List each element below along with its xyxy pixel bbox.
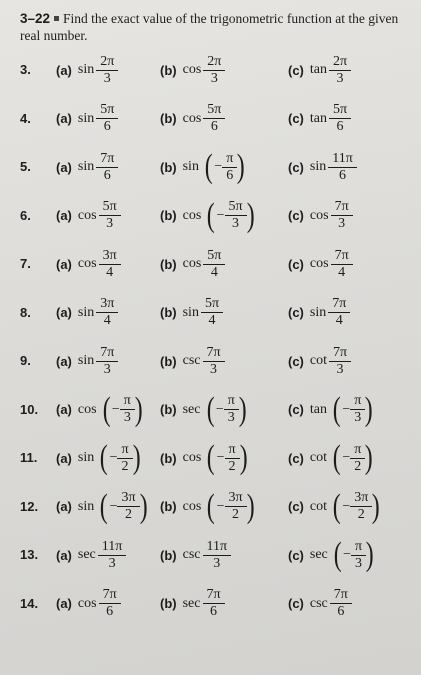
left-paren: ( [332,390,341,428]
right-paren: ) [365,536,374,573]
fraction [205,102,223,135]
function-name: sec [182,401,201,417]
problem-part [288,533,375,577]
fraction [98,345,116,378]
function-name: sin [77,159,95,174]
fraction [100,539,125,572]
fraction [224,151,235,184]
problem-row [20,48,420,92]
numerator: π [123,393,131,408]
part-label: (a) [56,402,72,417]
fraction [331,345,349,378]
denominator: 6 [99,603,121,620]
part-label: (b) [160,111,177,126]
left-paren: ( [206,390,215,428]
problem-part [56,242,119,286]
problem-row [20,242,420,286]
denominator: 3 [99,215,121,232]
function-name: cot [309,450,327,465]
fraction [205,54,223,87]
minus-sign: − [111,401,120,417]
problem-part [160,388,248,432]
part-label: (b) [160,547,177,563]
denominator: 6 [96,118,118,135]
problem-row [20,533,420,577]
denominator: 2 [225,458,240,475]
denominator: 3 [224,409,239,426]
fraction [227,442,238,475]
left-paren: ( [206,196,215,234]
left-paren: ( [333,536,342,573]
fraction [98,102,116,135]
numerator: 2π [100,53,115,69]
fraction [333,199,351,232]
minus-sign: − [343,547,352,562]
denominator: 2 [225,506,247,523]
problem-part [56,582,119,626]
numerator: 5π [100,102,115,117]
function-name: cot [309,498,327,514]
problem-part [160,145,247,189]
denominator: 2 [350,458,365,475]
function-name: sin [77,450,95,465]
part-label: (c) [288,547,304,563]
function-name: cos [182,62,202,77]
problem-part [288,582,350,626]
right-paren: ) [246,196,255,234]
part-label: (c) [288,256,304,272]
part-label: (a) [56,159,72,175]
minus-sign: − [342,498,351,514]
problem-part [56,388,144,432]
numerator: 5π [102,199,117,214]
part-label: (a) [56,256,72,272]
fraction [333,248,351,281]
minus-sign: − [215,401,224,417]
minus-sign: − [214,159,223,174]
part-label: (b) [160,256,177,272]
denominator: 6 [96,167,118,184]
problem-part [160,582,223,626]
function-name: cos [182,256,202,271]
function-name: sin [77,62,95,77]
right-paren: ) [238,390,247,428]
problem-part [160,339,223,383]
denominator: 6 [203,603,225,620]
denominator: 6 [328,167,357,184]
numerator: 3π [100,296,115,311]
problem-part [56,485,149,529]
problem-part [288,145,355,189]
denominator: 3 [96,361,118,378]
part-label: (c) [288,62,304,78]
numerator: 11π [206,538,228,554]
problem-part [288,388,375,432]
numerator: 3π [354,490,369,505]
fraction [205,587,223,620]
denominator: 4 [203,264,225,281]
function-name: cos [182,450,202,465]
part-label: (b) [160,596,177,611]
numerator: 2π [333,53,348,69]
left-paren: ( [204,148,213,185]
denominator: 3 [120,409,135,426]
function-name: csc [309,595,328,611]
problem-part [288,48,349,92]
function-name: sin [77,498,95,514]
numerator: π [121,441,129,457]
problem-number: 5. [20,159,31,174]
denominator: 4 [96,312,118,329]
function-name: sec [182,595,201,611]
problem-row [20,485,420,529]
minus-sign: − [216,498,225,514]
problem-part [56,194,119,238]
part-label: (a) [56,547,72,563]
problem-part [56,97,116,141]
function-name: cot [309,353,327,368]
numerator: 7π [206,344,221,360]
problem-number: 3. [20,62,31,77]
problem-part [288,194,351,238]
fraction [205,248,223,281]
fraction [330,296,348,329]
problem-part [56,339,116,383]
right-paren: ) [372,487,380,525]
denominator: 4 [201,312,223,329]
problem-row [20,194,420,238]
function-name: sin [309,304,327,320]
function-name: sin [77,353,95,368]
numerator: π [355,538,363,554]
problem-part [56,291,116,335]
right-paren: ) [134,390,143,428]
minus-sign: − [109,450,118,465]
numerator: 5π [204,296,220,311]
function-name: cos [77,595,97,611]
problem-row [20,436,420,480]
denominator: 3 [203,555,232,572]
problem-row [20,145,420,189]
left-paren: ( [99,439,108,476]
numerator: 7π [333,344,348,360]
part-label: (a) [56,499,72,514]
numerator: π [228,441,236,457]
right-paren: ) [236,148,245,185]
fraction [332,587,350,620]
part-label: (c) [288,596,304,611]
function-name: cos [77,207,97,223]
right-paren: ) [139,487,148,525]
problem-part [160,242,223,286]
problem-part [288,485,382,529]
left-paren: ( [206,439,215,476]
problem-row [20,582,420,626]
denominator: 6 [203,118,225,135]
minus-sign: − [342,401,351,417]
problem-part [160,48,223,92]
problem-part [56,145,116,189]
function-name: tan [309,62,327,77]
numerator: 5π [228,199,243,214]
fraction [122,393,133,426]
denominator: 3 [96,70,118,87]
left-paren: ( [99,487,108,525]
numerator: π [354,441,362,457]
fraction [98,296,116,329]
numerator: π [226,150,234,166]
function-name: sec [77,547,96,562]
part-label: (a) [56,596,72,611]
part-label: (b) [160,353,177,369]
function-name: cos [182,207,202,223]
numerator: π [354,393,362,408]
denominator: 3 [98,555,127,572]
problem-number: 9. [20,353,31,368]
denominator: 4 [331,264,353,281]
function-name: cos [182,498,202,514]
denominator: 2 [117,506,139,523]
numerator: 7π [334,199,349,214]
function-name: sec [309,547,328,562]
problem-part [56,48,116,92]
numerator: 5π [207,247,222,263]
denominator: 4 [99,264,121,281]
function-name: csc [182,547,201,562]
denominator: 3 [203,361,225,378]
exercise-instruction: Find the exact value of the trigonometric function at the given real number. [20,11,399,43]
denominator: 6 [222,167,237,184]
numerator: 11π [101,538,123,554]
problem-part [160,533,229,577]
denominator: 3 [329,361,351,378]
fraction [203,296,221,329]
fraction [227,199,245,232]
right-paren: ) [239,439,248,476]
problem-row [20,388,420,432]
numerator: π [227,393,235,408]
numerator: 7π [100,344,115,360]
denominator: 2 [350,506,372,523]
left-paren: ( [206,487,215,525]
part-label: (b) [160,499,177,514]
numerator: 3π [121,490,136,505]
numerator: 7π [102,587,117,602]
fraction [205,539,230,572]
part-label: (a) [56,353,72,369]
problem-number: 14. [20,595,39,611]
numerator: 2π [207,53,222,69]
part-label: (c) [288,208,304,223]
denominator: 3 [350,409,365,426]
numerator: 7π [332,296,347,311]
part-label: (c) [288,402,304,417]
function-name: cos [182,110,202,126]
denominator: 6 [329,118,351,135]
fraction [101,199,119,232]
fraction [330,151,355,184]
fraction [226,393,237,426]
numerator: 5π [207,102,222,117]
problem-number: 13. [20,547,39,562]
denominator: 3 [225,215,247,232]
numerator: 7π [206,587,221,602]
minus-sign: − [216,450,225,465]
problem-part [160,485,256,529]
right-paren: ) [365,439,373,476]
fraction [98,151,116,184]
function-name: sin [182,304,199,320]
function-name: tan [309,110,327,126]
function-name: sin [309,159,327,174]
problem-part [160,436,249,480]
denominator: 6 [330,603,352,620]
fraction [227,490,245,523]
minus-sign: − [342,450,351,465]
problem-number: 6. [20,207,31,223]
minus-sign: − [216,207,225,223]
problem-part [288,436,375,480]
part-label: (c) [288,305,304,320]
problem-number: 12. [20,498,39,514]
numerator: 11π [332,150,353,166]
denominator: 4 [328,312,350,329]
fraction [331,54,349,87]
function-name: sin [182,159,199,174]
problem-part [288,339,349,383]
problem-row [20,97,420,141]
function-name: cos [77,401,97,417]
part-label: (a) [56,62,72,78]
part-label: (b) [160,450,177,466]
problem-row [20,291,420,335]
fraction [205,345,223,378]
part-label: (a) [56,450,72,466]
problem-part [160,97,223,141]
fraction [119,442,130,475]
bullet-square-icon [54,16,59,21]
exercise-header [20,10,415,44]
problem-number: 8. [20,304,31,320]
part-label: (c) [288,353,304,369]
denominator: 3 [329,70,351,87]
left-paren: ( [332,439,341,476]
numerator: 7π [334,247,349,263]
fraction [352,442,363,475]
fraction [352,490,370,523]
fraction [353,539,364,572]
numerator: 7π [100,150,115,166]
numerator: 3π [102,247,117,263]
part-label: (a) [56,305,72,320]
denominator: 3 [203,70,225,87]
part-label: (b) [160,208,177,223]
part-label: (c) [288,111,304,126]
part-label: (a) [56,208,72,223]
problem-part [288,291,348,335]
problem-part [160,291,221,335]
numerator: 3π [228,490,243,505]
fraction [352,393,363,426]
fraction [101,248,119,281]
function-name: csc [182,353,201,368]
denominator: 2 [117,458,132,475]
problem-row [20,339,420,383]
part-label: (b) [160,402,177,417]
part-label: (b) [160,159,177,175]
numerator: 7π [333,587,348,602]
function-name: cos [309,207,329,223]
part-label: (b) [160,62,177,78]
part-label: (a) [56,111,72,126]
function-name: cos [309,256,329,271]
minus-sign: − [109,498,118,514]
problem-number: 4. [20,110,31,126]
problem-part [56,533,124,577]
part-label: (c) [288,450,304,466]
denominator: 3 [331,215,353,232]
problem-part [160,194,256,238]
problem-number: 10. [20,401,39,417]
function-name: sin [77,304,95,320]
exercise-range: 3–22 [20,11,51,26]
part-label: (c) [288,499,304,514]
fraction [101,587,119,620]
right-paren: ) [132,439,141,476]
numerator: 5π [333,102,348,117]
problem-part [288,97,349,141]
part-label: (b) [160,305,177,320]
function-name: cos [77,256,97,271]
left-paren: ( [332,487,341,525]
problem-part [288,242,351,286]
problem-number: 11. [20,450,38,465]
function-name: sin [77,110,95,126]
denominator: 3 [351,555,366,572]
right-paren: ) [365,390,373,428]
problem-number: 7. [20,256,31,271]
right-paren: ) [246,487,255,525]
problem-part [56,436,142,480]
left-paren: ( [102,390,111,428]
fraction [331,102,349,135]
fraction [98,54,116,87]
part-label: (c) [288,159,304,175]
function-name: tan [309,401,327,417]
fraction [119,490,137,523]
